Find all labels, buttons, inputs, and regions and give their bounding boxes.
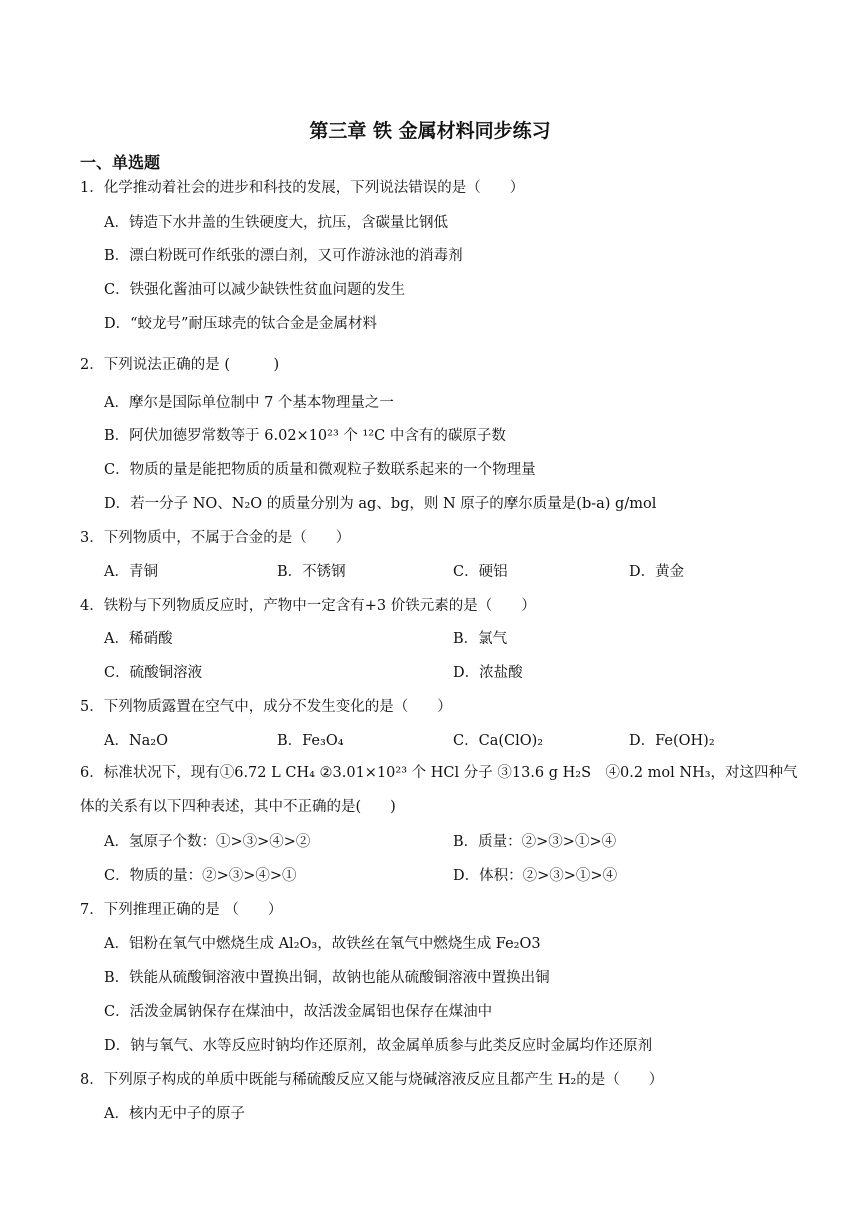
q1-option-a: A．铸造下水井盖的生铁硬度大，抗压，含碳量比钢低 (104, 215, 448, 231)
q4-option-d: D．浓盐酸 (453, 665, 523, 681)
q1-option-c: C．铁强化酱油可以减少缺铁性贫血问题的发生 (104, 282, 406, 298)
question-6-stem: 6．标准状况下，现有①6.72 L CH₄ ②3.01×10²³ 个 HCl 分子 ③13.6 g H₂S ④0.2 mol NH₃，对这四种气体的关系有以下四种表述，其中不正确的是( ) (80, 765, 798, 815)
question-1-stem: 1．化学推动着社会的进步和科技的发展，下列说法错误的是（ ） (80, 180, 525, 196)
q7-option-a: A．铝粉在氧气中燃烧生成 Al₂O₃，故铁丝在氧气中燃烧生成 Fe₂O3 (104, 936, 541, 952)
q6-option-c: C．物质的量：②>③>④>① (104, 868, 297, 884)
question-4-stem: 4．铁粉与下列物质反应时，产物中一定含有+3 价铁元素的是（ ） (80, 598, 536, 614)
q3-option-d: D．黄金 (629, 564, 685, 580)
question-8-stem: 8．下列原子构成的单质中既能与稀硫酸反应又能与烧碱溶液反应且都产生 H₂的是（ ） (80, 1072, 664, 1088)
q1-option-b: B．漂白粉既可作纸张的漂白剂，又可作游泳池的消毒剂 (104, 248, 463, 264)
question-2-stem: 2．下列说法正确的是 ( ) (80, 357, 280, 373)
section-heading: 一、单选题 (80, 153, 161, 172)
q5-option-b: B．Fe₃O₄ (277, 733, 344, 749)
q5-option-d: D．Fe(OH)₂ (629, 733, 715, 749)
q6-option-a: A．氢原子个数：①>③>④>② (104, 834, 311, 850)
q5-option-a: A．Na₂O (104, 733, 169, 749)
q7-option-c: C．活泼金属钠保存在煤油中，故活泼金属铝也保存在煤油中 (104, 1004, 493, 1020)
q4-option-b: B．氯气 (453, 631, 508, 647)
q5-option-c: C．Ca(ClO)₂ (453, 733, 544, 749)
q2-option-a: A．摩尔是国际单位制中 7 个基本物理量之一 (104, 395, 394, 411)
q6-option-b: B．质量：②>③>①>④ (453, 834, 617, 850)
q7-option-d: D．钠与氧气、水等反应时钠均作还原剂，故金属单质参与此类反应时金属均作还原剂 (104, 1038, 653, 1054)
q3-option-b: B．不锈钢 (277, 564, 346, 580)
q4-option-a: A．稀硝酸 (104, 631, 173, 647)
q7-option-b: B．铁能从硫酸铜溶液中置换出铜，故钠也能从硫酸铜溶液中置换出铜 (104, 970, 550, 986)
q4-option-c: C．硫酸铜溶液 (104, 665, 203, 681)
q2-option-c: C．物质的量是能把物质的质量和微观粒子数联系起来的一个物理量 (104, 462, 536, 478)
q6-option-d: D．体积：②>③>①>④ (453, 868, 618, 884)
q8-option-a: A．核内无中子的原子 (104, 1106, 245, 1122)
question-3-stem: 3．下列物质中，不属于合金的是（ ） (80, 530, 351, 546)
q2-option-b: B．阿伏加德罗常数等于 6.02×10²³ 个 ¹²C 中含有的碳原子数 (104, 428, 506, 444)
q3-option-a: A．青铜 (104, 564, 158, 580)
q1-option-d: D．“蛟龙号”耐压球壳的钛合金是金属材料 (104, 316, 377, 332)
question-5-stem: 5．下列物质露置在空气中，成分不发生变化的是（ ） (80, 699, 452, 715)
document-title: 第三章 铁 金属材料同步练习 (309, 120, 551, 142)
q2-option-d: D．若一分子 NO、N₂O 的质量分别为 ag、bg，则 N 原子的摩尔质量是(b-a) g/mol (104, 496, 657, 512)
question-7-stem: 7．下列推理正确的是 （ ） (80, 902, 283, 918)
q3-option-c: C．硬铝 (453, 564, 508, 580)
